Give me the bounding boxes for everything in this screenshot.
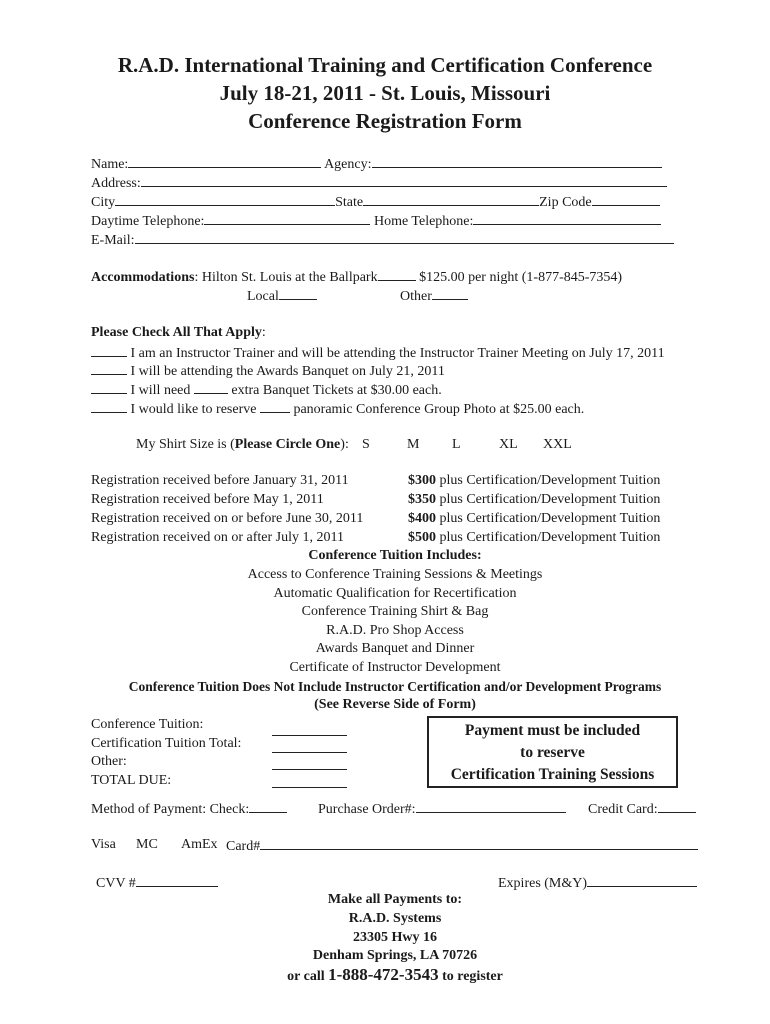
pricing-row: $400 plus Certification/Development Tuition xyxy=(408,511,661,526)
includes-item: R.A.D. Pro Shop Access xyxy=(326,623,464,638)
pricing-deadline: Registration received before May 1, 2011 xyxy=(91,492,324,507)
card-type-amex[interactable]: AmEx xyxy=(181,837,218,852)
cvv-label: CVV # xyxy=(96,876,136,891)
card-type-mc[interactable]: MC xyxy=(136,837,158,852)
call-to-register: or call 1-888-472-3543 to register xyxy=(287,965,503,984)
form-title: R.A.D. International Training and Certification Conference xyxy=(117,53,653,77)
card-number-field[interactable] xyxy=(260,837,698,850)
shirt-size-prompt: My Shirt Size is (Please Circle One): xyxy=(136,437,349,452)
shirt-size-s[interactable]: S xyxy=(362,437,370,452)
cvv-row xyxy=(96,874,218,892)
expires-label: Expires (M&Y) xyxy=(498,876,588,891)
conference-tuition-label: Conference Tuition: xyxy=(91,717,204,732)
includes-item: Access to Conference Training Sessions & Meetings xyxy=(247,567,543,582)
check-item-banquet: I will be attending the Awards Banquet on July 21, 2011 xyxy=(91,362,445,380)
other-total-label: Other: xyxy=(91,754,127,769)
credit-card-label: Credit Card: xyxy=(588,802,658,817)
shirt-size-xxl[interactable]: XXL xyxy=(543,437,572,452)
conference-tuition-field[interactable] xyxy=(272,735,347,736)
shirt-size-l[interactable]: L xyxy=(452,437,461,452)
state-field[interactable] xyxy=(363,193,539,206)
shirt-size-xl[interactable]: XL xyxy=(499,437,518,452)
check-field[interactable] xyxy=(249,800,287,813)
accommodations-row xyxy=(91,268,622,286)
payment-method-row xyxy=(91,800,287,818)
expires-field[interactable] xyxy=(587,874,697,887)
check-item-photo: I would like to reserve panoramic Conference Group Photo at $25.00 each. xyxy=(91,400,584,418)
pricing-row: $300 plus Certification/Development Tuition xyxy=(408,473,661,488)
address-label: Address: xyxy=(91,176,141,191)
name-label: Name: xyxy=(91,157,129,172)
registration-phone[interactable]: 1-888-472-3543 xyxy=(328,965,439,984)
payment-notice-line2: to reserve xyxy=(520,744,585,761)
includes-item: Automatic Qualification for Recertification xyxy=(273,586,517,601)
payment-notice-line1: Payment must be included xyxy=(464,722,641,739)
pricing-deadline: Registration received on or after July 1, 2011 xyxy=(91,530,344,545)
hotel-rate: $125.00 per night (1-877-845-7354) xyxy=(419,270,623,285)
pricing-deadline: Registration received on or before June 30, 2011 xyxy=(91,511,364,526)
total-due-field[interactable] xyxy=(272,787,347,788)
local-checkbox-line[interactable] xyxy=(279,287,317,300)
accommodations-label: Accommodations xyxy=(91,270,195,285)
card-number-row xyxy=(226,837,698,855)
zip-field[interactable] xyxy=(592,193,660,206)
shirt-size-m[interactable]: M xyxy=(407,437,420,452)
state-label: State xyxy=(335,195,364,210)
payment-notice-line3: Certification Training Sessions xyxy=(450,766,655,783)
not-included-note: Conference Tuition Does Not Include Instructor Certification and/or Development Programs xyxy=(128,679,662,694)
name-row xyxy=(91,155,662,173)
pricing-row: $500 plus Certification/Development Tuition xyxy=(408,530,661,545)
includes-item: Certificate of Instructor Development xyxy=(289,660,501,675)
home-phone-field[interactable] xyxy=(473,212,661,225)
check-all-heading: Please Check All That Apply: xyxy=(91,325,266,340)
banquet-checkbox-line[interactable] xyxy=(91,362,127,375)
phone-row xyxy=(91,212,661,230)
email-row xyxy=(91,231,674,249)
certification-tuition-label: Certification Tuition Total: xyxy=(91,736,242,751)
zip-label: Zip Code xyxy=(539,195,592,210)
email-label: E-Mail: xyxy=(91,233,135,248)
total-due-label: TOTAL DUE: xyxy=(91,773,172,788)
conference-dates: July 18-21, 2011 - St. Louis, Missouri xyxy=(219,81,551,105)
payee-name: R.A.D. Systems xyxy=(348,911,442,926)
photo-quantity-field[interactable] xyxy=(260,400,290,413)
tickets-quantity-field[interactable] xyxy=(194,381,228,394)
payee-city: Denham Springs, LA 70726 xyxy=(312,948,478,963)
po-label: Purchase Order#: xyxy=(318,802,416,817)
agency-field[interactable] xyxy=(372,155,662,168)
see-reverse-note: (See Reverse Side of Form) xyxy=(314,697,476,712)
city-row xyxy=(91,193,660,211)
city-label: City xyxy=(91,195,116,210)
card-type-visa[interactable]: Visa xyxy=(91,837,116,852)
photo-checkbox-line[interactable] xyxy=(91,400,127,413)
pricing-deadline: Registration received before January 31, 2011 xyxy=(91,473,349,488)
po-row xyxy=(318,800,566,818)
city-field[interactable] xyxy=(115,193,335,206)
address-row xyxy=(91,174,667,192)
form-subtitle: Conference Registration Form xyxy=(248,109,522,133)
includes-item: Awards Banquet and Dinner xyxy=(315,641,475,656)
check-label: Method of Payment: Check: xyxy=(91,802,250,817)
agency-label: Agency: xyxy=(324,157,372,172)
payee-street: 23305 Hwy 16 xyxy=(353,930,437,945)
payable-to-heading: Make all Payments to: xyxy=(327,892,463,907)
cvv-field[interactable] xyxy=(136,874,218,887)
includes-item: Conference Training Shirt & Bag xyxy=(301,604,489,619)
instructor-checkbox-line[interactable] xyxy=(91,344,127,357)
credit-card-field[interactable] xyxy=(658,800,696,813)
other-accom-row xyxy=(400,287,468,305)
other-accom-checkbox-line[interactable] xyxy=(432,287,468,300)
hotel-checkbox-line[interactable] xyxy=(378,268,416,281)
check-item-tickets: I will need extra Banquet Tickets at $30.00 each. xyxy=(91,381,442,399)
expires-row xyxy=(498,874,697,892)
tickets-checkbox-line[interactable] xyxy=(91,381,127,394)
po-field[interactable] xyxy=(416,800,566,813)
home-phone-label: Home Telephone: xyxy=(373,214,474,229)
address-field[interactable] xyxy=(141,174,667,187)
includes-heading: Conference Tuition Includes: xyxy=(308,548,482,563)
certification-tuition-field[interactable] xyxy=(272,752,347,753)
pricing-row: $350 plus Certification/Development Tuition xyxy=(408,492,661,507)
hotel-name: : Hilton St. Louis at the Ballpark xyxy=(194,270,378,285)
credit-card-row xyxy=(588,800,696,818)
local-label: Local xyxy=(247,289,279,304)
name-field[interactable] xyxy=(128,155,321,168)
check-item-instructor: I am an Instructor Trainer and will be attending the Instructor Trainer Meeting on July 17, 2011 xyxy=(91,344,665,362)
email-field[interactable] xyxy=(135,231,674,244)
other-total-field[interactable] xyxy=(272,769,347,770)
daytime-phone-label: Daytime Telephone: xyxy=(91,214,205,229)
payment-notice-box xyxy=(427,716,678,788)
local-row xyxy=(247,287,317,305)
daytime-phone-field[interactable] xyxy=(204,212,370,225)
card-number-label: Card# xyxy=(226,839,261,854)
other-accom-label: Other xyxy=(400,289,432,304)
